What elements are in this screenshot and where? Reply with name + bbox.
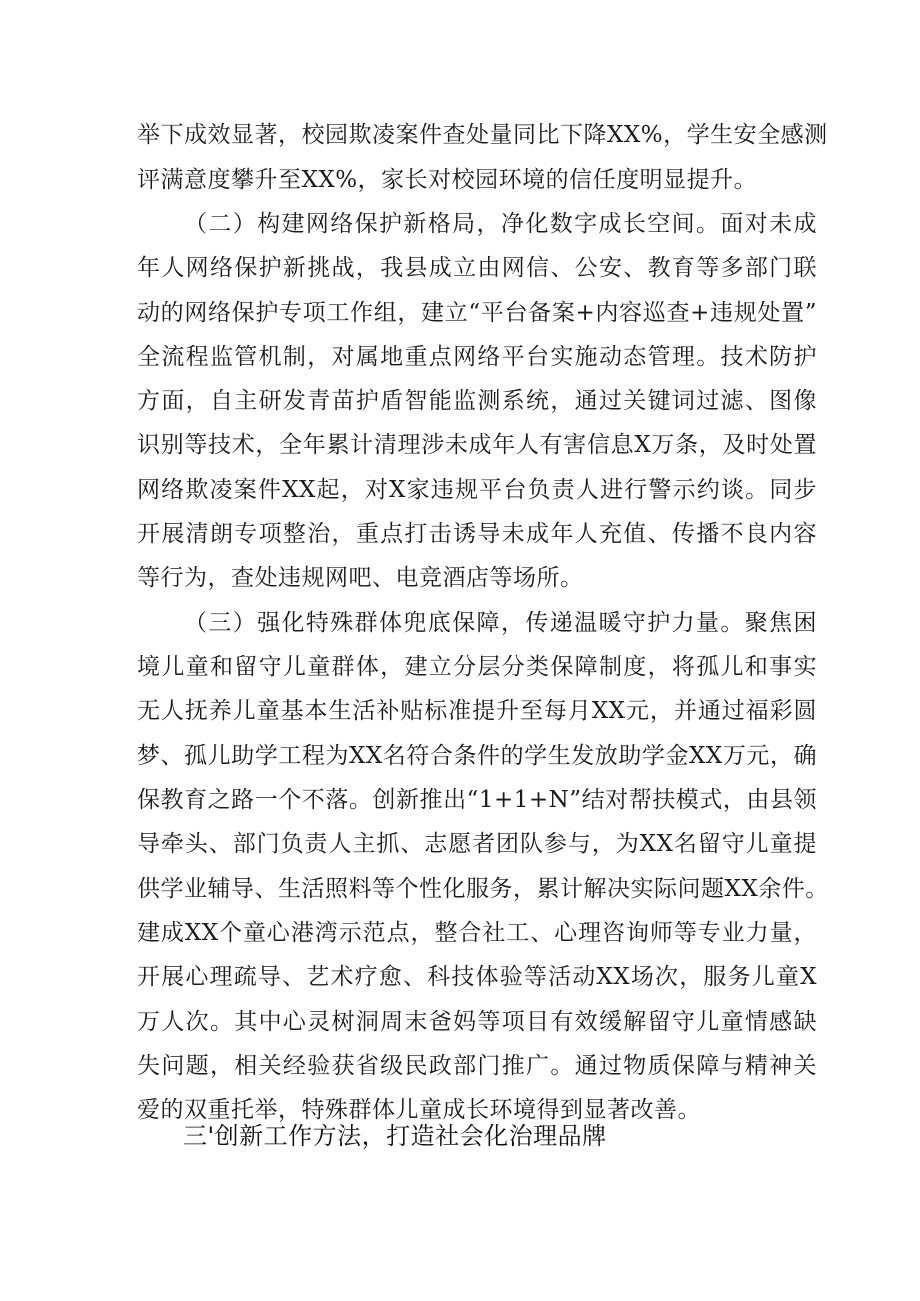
paragraph-line: 网络欺凌案件XX起，对X家违规平台负责人进行警示约谈。同步 (137, 477, 817, 503)
paragraph-line: 无人抚养儿童基本生活补贴标准提升至每月XX元，并通过福彩圆 (137, 698, 817, 724)
paragraph-line: 梦、孤儿助学工程为XX名符合条件的学生发放助学金XX万元，确 (137, 743, 817, 769)
paragraph-line: 开展心理疏导、艺术疗愈、科技体验等活动XX场次，服务儿童X (137, 964, 817, 990)
paragraph-line: 开展清朗专项整治，重点打击诱导未成年人充值、传播不良内容 (137, 521, 817, 547)
paragraph-line: 举下成效显著，校园欺凌案件查处量同比下降XX%，学生安全感测 (137, 122, 828, 148)
paragraph-line: 等行为，查处违规网吧、电竞酒店等场所。 (137, 565, 584, 591)
paragraph-line: 导牵头、部门负责人主抓、志愿者团队参与，为XX名留守儿童提 (137, 831, 817, 857)
paragraph-line: 失问题，相关经验获省级民政部门推广。通过物质保障与精神关 (137, 1053, 817, 1079)
paragraph-line: 建成XX个童心港湾示范点，整合社工、心理咨询师等专业力量， (137, 920, 817, 946)
section-heading: 三'创新工作方法，打造社会化治理品牌 (183, 1122, 607, 1150)
paragraph-line: （三）强化特殊群体兜底保障，传递温暖守护力量。聚焦困 (184, 610, 817, 636)
paragraph-line: 万人次。其中心灵树洞周末爸妈等项目有效缓解留守儿童情感缺 (137, 1009, 817, 1035)
paragraph-line: （二）构建网络保护新格局，净化数字成长空间。面对未成 (184, 211, 817, 237)
paragraph-line: 年人网络保护新挑战，我县成立由网信、公安、教育等多部门联 (137, 255, 817, 281)
paragraph-line: 方面，自主研发青苗护盾智能监测系统，通过关键词过滤、图像 (137, 388, 817, 414)
paragraph-line: 供学业辅导、生活照料等个性化服务，累计解决实际问题XX余件。 (137, 876, 829, 902)
paragraph-line: 评满意度攀升至XX%，家长对校园环境的信任度明显提升。 (137, 167, 758, 193)
paragraph-line: 保教育之路一个不落。创新推出“1+1+N”结对帮扶模式，由县领 (137, 787, 817, 813)
paragraph-line: 全流程监管机制，对属地重点网络平台实施动态管理。技术防护 (137, 344, 817, 370)
paragraph-line: 识别等技术，全年累计清理涉未成年人有害信息X万条，及时处置 (137, 432, 817, 458)
paragraph-line: 动的网络保护专项工作组，建立“平台备案+内容巡查+违规处置” (137, 300, 817, 326)
paragraph-line: 爱的双重托举，特殊群体儿童成长环境得到显著改善。 (137, 1097, 701, 1123)
paragraph-line: 境儿童和留守儿童群体，建立分层分类保障制度，将孤儿和事实 (137, 654, 817, 680)
